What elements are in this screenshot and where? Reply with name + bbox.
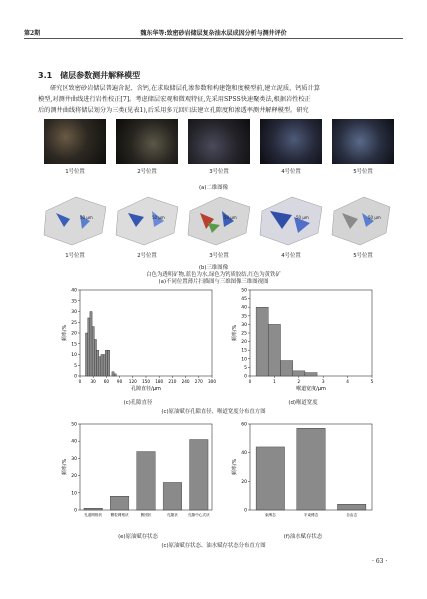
section-title: 3.1 储层参数测井解释模型 [38,71,141,80]
y-tick-label: 45 [241,297,247,303]
thin-section-image [116,119,178,164]
pore-diameter-histogram [58,284,218,399]
thin-section-image [44,119,106,164]
y-tick-label: 25 [241,331,247,337]
histogram-bar [99,357,101,376]
x-tick-label: 2 [297,379,301,384]
body-paragraph [38,83,394,117]
position-label: 4号位置 [281,253,301,259]
scale-label: 50 μm [80,215,93,220]
histogram-bar [297,428,325,510]
y-tick-label: 20 [241,340,247,346]
x-category-label: 半束缚态 [303,513,319,517]
thin-section-image [332,119,394,164]
x-category-label: 簇团状 [140,513,152,517]
x-category-label: 孔隙中心式状 [188,513,210,517]
histogram-bar [105,350,107,376]
position-label: 5号位置 [353,169,373,175]
y-tick-label: 35 [71,299,77,305]
position-label: 1号位置 [65,169,85,175]
oil-occurrence-histogram [58,418,218,533]
three-d-render [332,197,390,245]
y-tick-label: 10 [241,357,247,363]
scale-label: 50 μm [368,215,381,220]
histogram-bar [103,355,105,377]
x-tick-label: 270 [194,379,203,384]
histogram-bar [112,372,114,376]
histogram-bar [97,350,99,376]
y-tick-label: 5 [244,365,247,371]
y-tick-label: 0 [74,374,77,380]
histogram-bar [137,452,155,510]
caption-ab: (a)不同位置薄片扫描图与三维图像三维图视图 [158,279,269,285]
page-number: · 63 · [372,558,388,565]
y-tick-label: 30 [71,456,77,462]
x-tick-label: 90 [116,379,123,384]
x-tick-label: 300 [208,379,216,384]
histogram-bar [84,508,102,510]
y-tick-label: 10 [71,353,77,358]
three-d-render [188,197,250,245]
scale-label: 50 μm [224,215,237,220]
y-tick-label: 0 [74,508,77,514]
scale-label: 50 μm [152,215,165,220]
histogram-bar [293,371,305,376]
y-tick-label: 30 [241,322,247,328]
x-category-label: 束缚态 [264,513,276,517]
x-tick-label: 1 [273,379,276,384]
histogram-bar [92,327,94,376]
issue-number: 第2期 [24,30,41,37]
color-legend: 白色为透明矿物,蓝色为水,绿色为钙质胶结,红色为黄铁矿 [146,272,281,278]
x-tick-label: 0 [78,379,82,384]
position-label: 3号位置 [209,253,229,259]
histogram-bar [90,312,92,377]
caption-ef: (c)原油赋存状态、油水赋存状态分布直方图 [161,543,266,549]
x-tick-label: 30 [90,379,96,384]
position-label: 3号位置 [209,169,229,175]
throat-width-histogram [228,284,378,399]
journal-title: 魏东华等:致密砂岩储层复杂油水层成因分析与测井评价 [140,30,287,37]
histogram-bar [305,373,317,376]
histogram-bar [281,361,293,376]
x-category-label: 自由态 [346,513,358,517]
caption-c: (c)孔隙直径 [123,400,153,406]
x-tick-label: 0 [248,379,252,384]
x-tick-label: 4 [346,379,349,384]
histogram-bar [190,439,208,510]
x-tick-label: 5 [370,379,374,384]
histogram-bar [337,504,365,510]
histogram-bar [101,355,103,377]
y-tick-label: 60 [241,422,247,428]
histogram-bar [268,324,280,376]
y-tick-label: 10 [71,491,77,497]
caption-f: (f)油水赋存状态 [283,534,323,540]
x-axis-label: 喉道宽度/μm [296,386,326,392]
caption-cd: (c)原油赋存孔隙直径、喉道宽度分布直方图 [161,409,266,415]
histogram-bar [94,339,96,376]
histogram-bar [108,350,110,376]
histogram-bar [114,374,116,376]
x-axis-label: 孔隙直径/μm [131,386,161,392]
image-row-2d [36,119,392,179]
x-tick-label: 240 [181,379,190,384]
position-label: 5号位置 [353,253,373,259]
x-tick-label: 180 [155,379,164,384]
x-tick-label: 150 [142,379,150,384]
y-tick-label: 40 [71,288,77,294]
y-tick-label: 5 [74,363,77,369]
y-tick-label: 30 [71,310,77,315]
x-category-label: 孔道网格状 [84,513,103,517]
y-tick-label: 40 [241,305,247,311]
histogram-bar [163,482,181,510]
water-occurrence-histogram [228,418,378,533]
y-tick-label: 0 [244,374,247,380]
histogram-bar [110,496,128,510]
y-tick-label: 20 [71,331,77,337]
x-tick-label: 3 [321,379,325,384]
image-row-3d [36,193,392,259]
histogram-bar [256,307,268,376]
thin-section-image [260,119,322,164]
para-line: 模型,对测井曲线进行岩性校正[7]。考虑储层宏观和微观特征,先采用SPSS快速聚类法,根据岩性校正 [38,96,311,104]
caption-d: (d)喉道宽度 [288,400,318,406]
caption-3d: (b)三维图像 [198,265,229,271]
caption-2d: (a)二维图像 [198,185,229,191]
y-axis-label: 频率/% [232,458,238,476]
thin-section-image [188,119,250,164]
caption-e: (e)原油赋存状态 [118,534,158,540]
x-tick-label: 210 [168,379,177,384]
y-tick-label: 40 [241,451,247,457]
y-tick-label: 20 [241,479,247,485]
x-tick-label: 120 [128,379,137,384]
position-label: 4号位置 [281,169,301,175]
y-axis-label: 频率/% [62,324,68,342]
y-tick-label: 50 [71,422,77,428]
para-line: 研究区致密砂岩储层普遍含泥、含钙,在求取储层孔渗参数和构建饱和度模型前,建立泥质、钙质计算 [50,85,320,92]
three-d-render [44,197,106,245]
y-tick-label: 35 [241,314,247,320]
three-d-render [260,197,322,245]
scale-label: 50 μm [296,215,309,220]
y-tick-label: 50 [241,288,247,294]
y-tick-label: 25 [71,320,77,326]
y-tick-label: 20 [71,474,77,480]
y-tick-label: 40 [71,439,77,445]
y-tick-label: 0 [244,508,247,514]
x-category-label: 孔隙状 [167,513,178,517]
y-axis-label: 频率/% [232,324,238,342]
x-tick-label: 60 [103,379,110,384]
position-label: 2号位置 [137,169,157,175]
y-axis-label: 频率/% [62,458,68,476]
three-d-render-group [36,193,392,249]
x-category-label: 颗粒网格状 [110,513,129,517]
running-header [24,26,403,39]
histogram-bar [86,333,88,376]
histogram-bar [256,447,284,510]
y-tick-label: 15 [71,342,77,348]
y-tick-label: 15 [241,348,247,354]
position-label: 2号位置 [137,253,157,259]
three-d-render [116,197,178,245]
para-line: 后的测井曲线将储层划分为三类(见表1),后采用多元回归法建立孔隙度和渗透率测井解释模型。研究 [38,107,309,115]
position-label: 1号位置 [65,253,85,259]
histogram-bar [88,318,90,376]
